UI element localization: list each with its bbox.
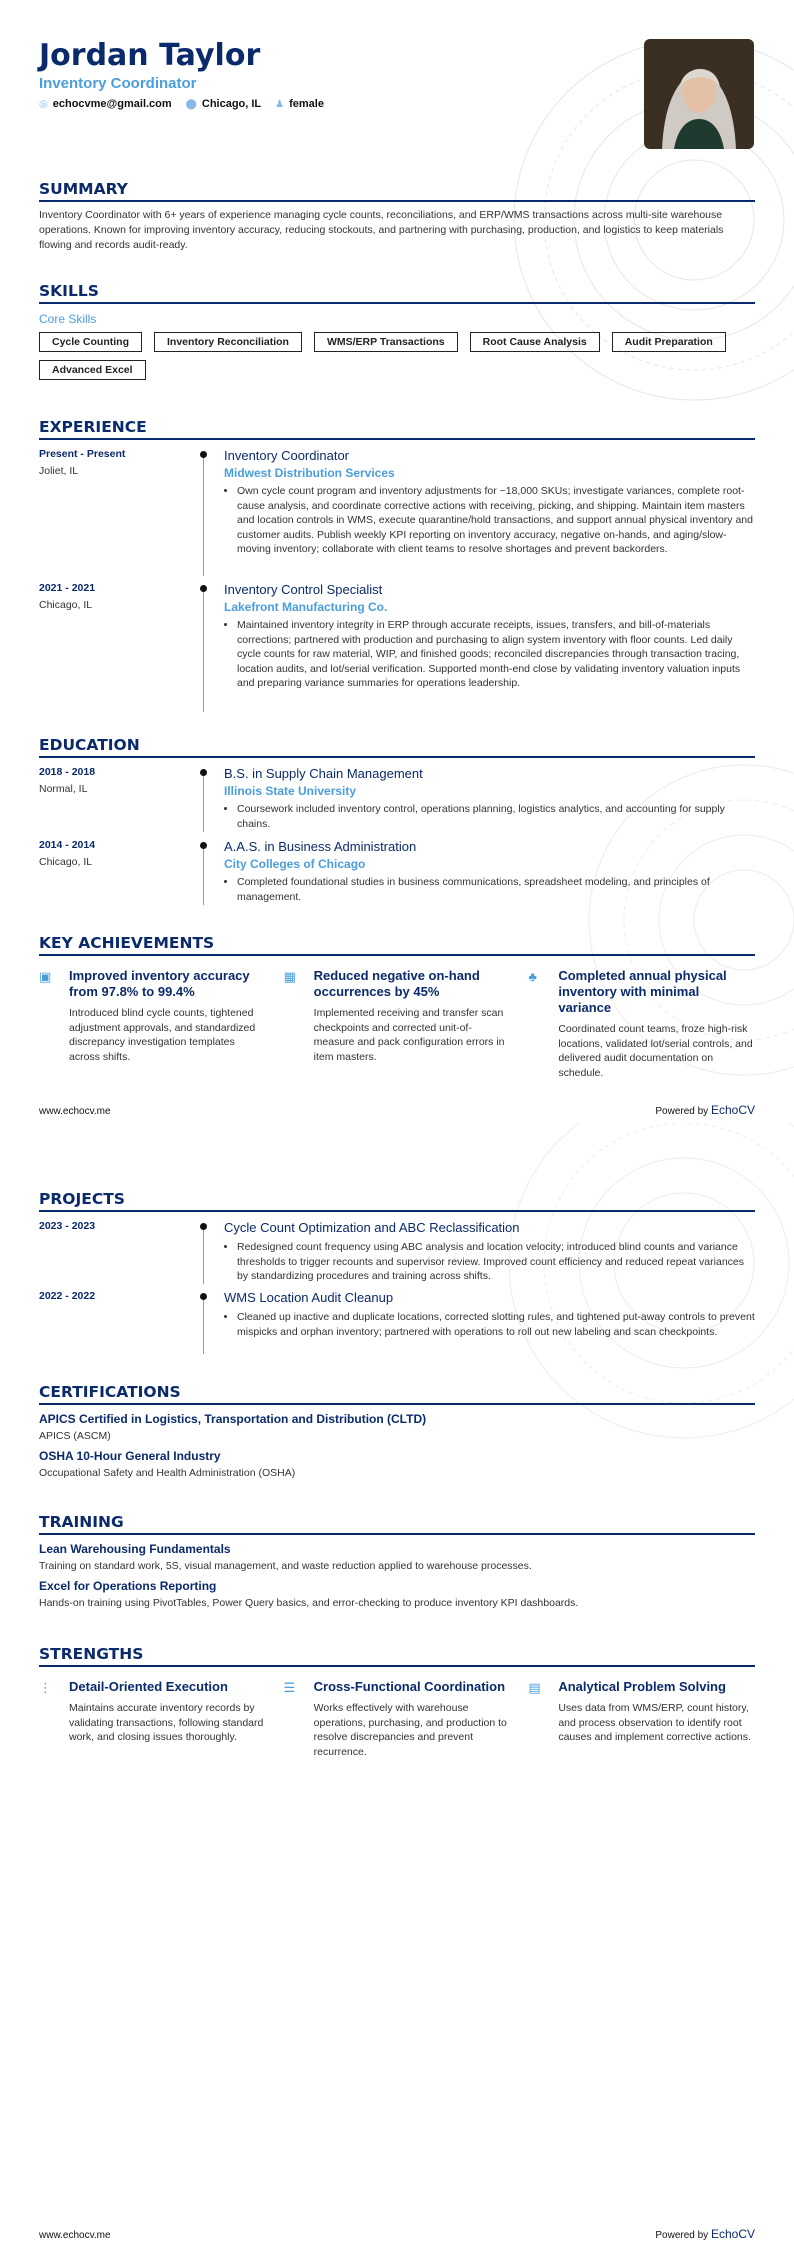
experience-section: [39, 418, 755, 712]
summary-section: [39, 180, 755, 253]
page-footer: [39, 1103, 755, 1117]
strength-desc: Works effectively with warehouse operations, purchasing, and production to resolve discrepancies and prevent recurrence.: [313, 1702, 507, 1758]
skill-chip: Advanced Excel: [39, 360, 146, 380]
project-entry: [39, 1290, 755, 1354]
strength-item: [39, 1679, 266, 1759]
location-text: Chicago, IL: [201, 98, 262, 110]
achievement-title: Improved inventory accuracy from 97.8% to 99.4%: [69, 968, 250, 999]
building-icon: ▤: [528, 1680, 541, 1695]
skill-chip: Inventory Reconciliation: [154, 332, 302, 352]
skill-chips: [39, 332, 755, 380]
resume-page-2: [0, 1123, 794, 2246]
entry-date: 2022 - 2022: [39, 1290, 96, 1302]
education-heading: EDUCATION: [39, 736, 755, 758]
strength-desc: Uses data from WMS/ERP, count history, and process observation to identify root causes and implement corrective actions.: [558, 1702, 751, 1743]
achievements-heading: KEY ACHIEVEMENTS: [39, 934, 755, 956]
email-icon: ◎: [39, 99, 48, 110]
strength-title: Cross-Functional Coordination: [313, 1679, 506, 1694]
cert-name: OSHA 10-Hour General Industry: [39, 1449, 221, 1463]
entry-location: Joliet, IL: [39, 465, 79, 477]
achievement-desc: Coordinated count teams, froze high-risk locations, validated lot/serial controls, and delivered audit documentation on schedule.: [558, 1023, 753, 1079]
education-section: [39, 736, 755, 905]
entry-company: City Colleges of Chicago: [224, 857, 366, 871]
training-desc: Training on standard work, 5S, visual management, and waste reduction applied to warehouse processes.: [39, 1560, 532, 1572]
entry-title: WMS Location Audit Cleanup: [224, 1290, 394, 1305]
person-icon: ♟: [275, 99, 285, 110]
footer-site-link[interactable]: www.echocv.me: [39, 2230, 111, 2241]
entry-title: Inventory Control Specialist: [224, 582, 383, 597]
location-pin-icon: ⬤: [185, 99, 197, 110]
entry-date: Present - Present: [39, 448, 126, 460]
entry-date: 2014 - 2014: [39, 839, 96, 851]
powered-label: Powered by: [655, 1106, 709, 1117]
training-heading: TRAINING: [39, 1513, 755, 1535]
experience-entry: [39, 582, 755, 712]
entry-location: Chicago, IL: [39, 856, 93, 868]
powered-label: Powered by: [655, 2230, 709, 2241]
strength-item: [284, 1679, 511, 1759]
candidate-name: Jordan Taylor: [39, 38, 261, 73]
skill-chip: Root Cause Analysis: [470, 332, 600, 352]
timeline-dot: [200, 842, 207, 849]
achievement-desc: Implemented receiving and transfer scan checkpoints and corrected unit-of-measure and pack configuration errors in item masters.: [313, 1007, 505, 1063]
entry-bullet: • Completed foundational studies in business communications, spreadsheet modeling, and principles of management.: [237, 875, 755, 904]
profile-photo: [644, 39, 754, 149]
achievement-title: Reduced negative on-hand occurrences by 45%: [313, 968, 480, 999]
timeline-dot: [200, 451, 207, 458]
timeline-rail: [203, 1296, 204, 1354]
timeline-dot: [200, 1293, 207, 1300]
strength-item: [528, 1679, 755, 1759]
summary-text: Inventory Coordinator with 6+ years of experience managing cycle counts, reconciliations, and ERP/WMS transactions across multi-site warehouse operations. Known for improving inventory accuracy, reducing stockouts, and partnering with purchasing, production, and logistics to keep materials flowing and records audit-ready.: [39, 209, 724, 251]
footer-site-link[interactable]: www.echocv.me: [39, 1106, 111, 1117]
email-text: echocvme@gmail.com: [52, 98, 172, 110]
achievement-item: [39, 968, 266, 1080]
skills-subtitle: Core Skills: [39, 312, 97, 326]
entry-company: Midwest Distribution Services: [224, 466, 395, 480]
achievement-title: Completed annual physical inventory with minimal variance: [558, 968, 727, 1015]
projects-section: [39, 1190, 755, 1354]
education-entry: [39, 766, 755, 832]
timeline-rail: [203, 845, 204, 905]
certifications-heading: CERTIFICATIONS: [39, 1383, 755, 1405]
entry-date: 2018 - 2018: [39, 766, 96, 778]
timeline-dot: [200, 769, 207, 776]
achievement-desc: Introduced blind cycle counts, tightened adjustment approvals, and standardized discrepancy investigation templates across shifts.: [69, 1007, 256, 1063]
entry-bullet: • Coursework included inventory control, operations planning, logistics analytics, and accounting for supply chains.: [237, 802, 755, 831]
achievements-section: [39, 934, 755, 1080]
skill-chip: Cycle Counting: [39, 332, 142, 352]
entry-bullet: • Maintained inventory integrity in ERP through accurate receipts, issues, transfers, and bill-of-materials corrections; partnered with production and purchasing to align system inventory with floor counts. Led daily cycle counts for raw material, WIP, and finished goods; reconciled discrepancies through transaction tracing, location audits, and lot/serial verification. Supported month-end close by validating inventory valuation inputs and preparing variance summaries for operations leadership.: [237, 618, 755, 691]
entry-date: 2021 - 2021: [39, 582, 96, 594]
gender-text: female: [289, 98, 324, 110]
entry-location: Normal, IL: [39, 783, 88, 795]
contact-location: [186, 98, 261, 110]
summary-heading: SUMMARY: [39, 180, 755, 202]
timeline-dot: [200, 1223, 207, 1230]
cert-org: Occupational Safety and Health Administration (OSHA): [39, 1467, 296, 1479]
entry-title: A.A.S. in Business Administration: [224, 839, 417, 854]
cert-org: APICS (ASCM): [39, 1430, 111, 1442]
timeline-rail: [203, 588, 204, 712]
calendar-icon: ▦: [283, 969, 296, 984]
timeline-rail: [203, 454, 204, 576]
skills-section: [39, 282, 755, 380]
entry-company: Illinois State University: [224, 784, 357, 798]
contact-gender: [275, 98, 324, 110]
strength-title: Analytical Problem Solving: [558, 1679, 726, 1694]
timeline-rail: [203, 772, 204, 832]
strength-desc: Maintains accurate inventory records by validating transactions, following standard work, and closing issues thoroughly.: [69, 1702, 264, 1743]
skills-heading: SKILLS: [39, 282, 755, 304]
entry-company: Lakefront Manufacturing Co.: [224, 600, 388, 614]
candidate-role: Inventory Coordinator: [39, 75, 197, 92]
contact-email[interactable]: [39, 98, 172, 110]
experience-heading: EXPERIENCE: [39, 418, 755, 440]
achievement-item: [284, 968, 511, 1080]
strengths-section: [39, 1645, 755, 1759]
education-entry: [39, 839, 755, 905]
page-footer: [39, 2227, 755, 2241]
training-name: Lean Warehousing Fundamentals: [39, 1542, 231, 1556]
training-name: Excel for Operations Reporting: [39, 1579, 217, 1593]
project-entry: [39, 1220, 755, 1284]
strength-title: Detail-Oriented Execution: [69, 1679, 228, 1694]
entry-title: B.S. in Supply Chain Management: [224, 766, 423, 781]
timeline-rail: [203, 1226, 204, 1284]
timeline-dot: [200, 585, 207, 592]
skill-chip: WMS/ERP Transactions: [314, 332, 458, 352]
entry-bullet: • Cleaned up inactive and duplicate locations, corrected slotting rules, and tightened put-away controls to prevent mispicks and orphan inventory; partnered with operations to roll out new labeling and scan checkpoints.: [237, 1310, 755, 1339]
entry-title: Cycle Count Optimization and ABC Reclassification: [224, 1220, 520, 1235]
achievement-item: [528, 968, 755, 1080]
strengths-heading: STRENGTHS: [39, 1645, 755, 1667]
entry-date: 2023 - 2023: [39, 1220, 96, 1232]
entry-title: Inventory Coordinator: [224, 448, 350, 463]
book-icon: ▣: [39, 969, 52, 984]
training-section: [39, 1513, 755, 1609]
experience-entry: [39, 448, 755, 576]
dots-icon: ⋮: [39, 1680, 52, 1695]
entry-location: Chicago, IL: [39, 599, 93, 611]
training-desc: Hands-on training using PivotTables, Power Query basics, and error-checking to produce inventory KPI dashboards.: [39, 1597, 579, 1609]
projects-heading: PROJECTS: [39, 1190, 755, 1212]
brand-logo[interactable]: EchoCV: [710, 2227, 755, 2241]
entry-bullet: • Own cycle count program and inventory adjustments for ~18,000 SKUs; investigate variances, complete root-cause analysis, and coordinate corrective actions with receiving, picking, and shipping. Maintain item masters and location controls in WMS, execute quarantine/hold transactions, and support annual physical inventory and customer audits. Publish weekly KPI reporting on inventory accuracy, negative on-hands, and aging/slow-moving inventory; collaborate with client teams to resolve shortages and prevent backorders.: [237, 484, 755, 557]
brand-logo[interactable]: EchoCV: [710, 1103, 755, 1117]
cert-name: APICS Certified in Logistics, Transportation and Distribution (CLTD): [39, 1412, 427, 1426]
skill-chip: Audit Preparation: [612, 332, 726, 352]
bell-icon: ♣: [528, 969, 537, 984]
footer-powered: [655, 1103, 755, 1117]
certifications-section: [39, 1383, 755, 1479]
entry-bullet: • Redesigned count frequency using ABC analysis and location velocity; introduced blind counts and variance thresholds to trigger recounts and supervisor review. Improved count efficiency and reduced repeat variances by standardizing procedures and training across shifts.: [237, 1240, 755, 1284]
layers-icon: ☰: [283, 1680, 296, 1695]
footer-powered: [655, 2227, 755, 2241]
